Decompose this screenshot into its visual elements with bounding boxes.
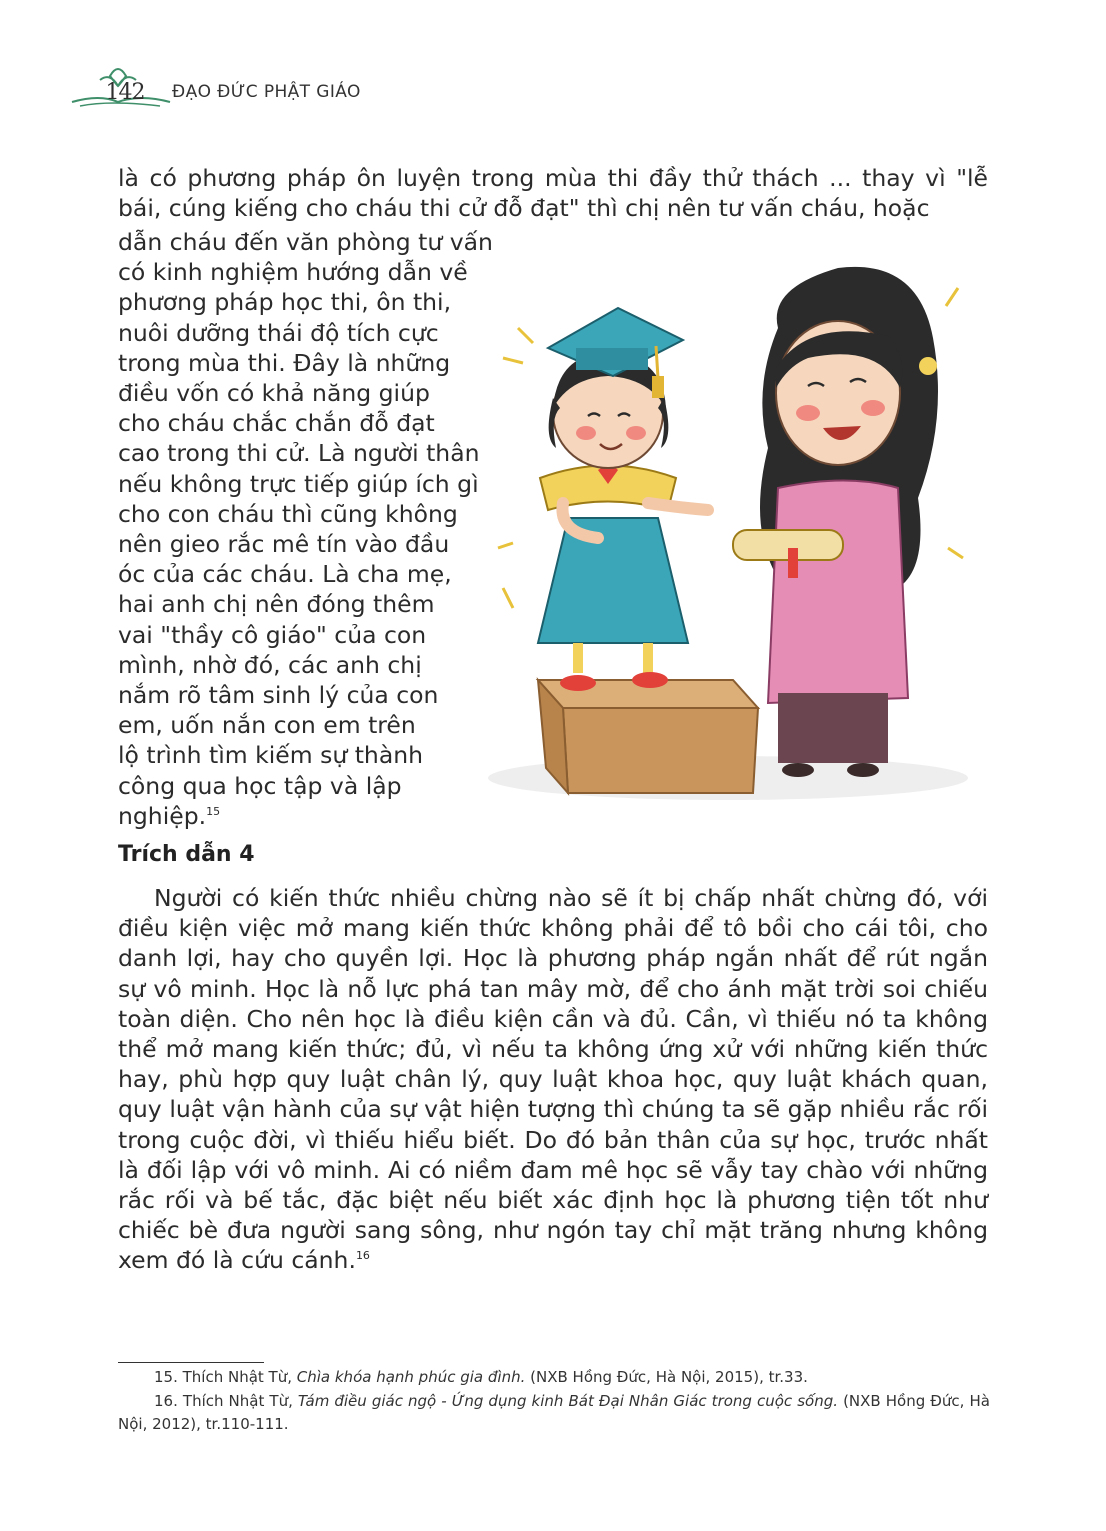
wrapped-line: trong mùa thi. Đây là những xyxy=(118,348,451,377)
quote-text: Người có kiến thức nhiều chừng nào sẽ ít bị chấp nhất chừng đó, với điều kiện việc mở mang kiến thức không phải để tô bồi cho cái tôi, cho danh lợi, hay cho quyền lợi. Học là phương pháp ngắn nhất để rút ngắn sự vô minh. Học là nỗ lực phá tan mây mờ, để cho ánh mặt trời soi chiếu toàn diện. Cho nên học là điều kiện cần và đủ. Cần, vì thiếu nó ta không thể mở mang kiến thức; đủ, vì nếu ta không ứng xử với những kiến thức hay, phù hợp quy luật chân lý, quy luật khoa học, quy luật khách quan, quy luật vận hành của sự vật hiện tượng thì chúng ta sẽ gặp nhiều rắc rối trong cuộc đời, vì thiếu hiểu biết. Do đó bản thân của sự học, trước nhất là đối lập với vô minh. Ai có niềm đam mê học sẽ vẫy tay chào với những rắc rối và bế tắc, đặc biệt nếu biết xác định học là phương tiện tốt như chiếc bè đưa người sang sông, như ngón tay chỉ mặt trăng nhưng không xem đó là cứu cánh. xyxy=(118,884,988,1275)
wrapped-line: nên gieo rắc mê tín vào đầu xyxy=(118,530,450,558)
page-number: 142 xyxy=(105,80,145,105)
wrapped-line: dẫn cháu đến văn phòng tư vấn xyxy=(118,228,493,256)
wrapped-line: nuôi dưỡng thái độ tích cực xyxy=(118,318,439,347)
footnote-16: 16. Thích Nhật Từ, Tám điều giác ngộ - Ứng dụng kinh Bát Đại Nhân Giác trong cuộc sống. (NXB Hồng Đức, Hà Nội, 2012), tr.110-111. xyxy=(118,1392,990,1433)
page-header xyxy=(70,64,470,124)
wrapped-line: em, uốn nắn con em trên xyxy=(118,711,416,740)
quote-paragraph xyxy=(118,883,988,1276)
wrapped-line: nếu không trực tiếp giúp ích gì xyxy=(118,469,479,498)
wrapped-line: mình, nhờ đó, các anh chị xyxy=(118,650,422,679)
wrapped-line: nắm rõ tâm sinh lý của con xyxy=(118,681,439,709)
wrapped-line: điều vốn có khả năng giúp xyxy=(118,379,430,407)
wrapped-line: phương pháp học thi, ôn thi, xyxy=(118,288,452,317)
box-icon xyxy=(538,680,758,793)
footnote-ref-16: 16 xyxy=(355,1249,370,1263)
mother-icon xyxy=(733,267,938,777)
girl-graduate-icon xyxy=(538,308,708,691)
wrapped-line: cho con cháu thì cũng không xyxy=(118,499,458,528)
wrapped-line: vai "thầy cô giáo" của con xyxy=(118,620,427,649)
paragraph-top: là có phương pháp ôn luyện trong mùa thi đầy thử thách ... thay vì "lễ bái, cúng kiếng cho cháu thi cử đỗ đạt" thì chị nên tư vấn cháu, hoặc xyxy=(118,164,988,223)
wrapped-line: nghiệp.$^{15}$ xyxy=(118,801,221,830)
section-heading: Trích dẫn 4 xyxy=(118,842,255,867)
footnote-ref-15: 15 xyxy=(206,804,221,818)
wrapped-line: cho cháu chắc chắn đỗ đạt xyxy=(118,409,435,438)
graduation-illustration xyxy=(478,248,978,818)
wrapped-line: óc của các cháu. Là cha mẹ, xyxy=(118,560,452,589)
wrapped-line: lộ trình tìm kiếm sự thành xyxy=(118,741,424,770)
wrapped-line: có kinh nghiệm hướng dẫn về xyxy=(118,258,468,287)
running-title: ĐẠO ĐỨC PHẬT GIÁO xyxy=(172,82,361,102)
wrapped-line: hai anh chị nên đóng thêm xyxy=(118,590,435,619)
wrapped-line: cao trong thi cử. Là người thân xyxy=(118,439,480,468)
footnote-15: 15. Thích Nhật Từ, Chìa khóa hạnh phúc gia đình. (NXB Hồng Đức, Hà Nội, 2015), tr.33. xyxy=(154,1368,808,1386)
wrapped-line: công qua học tập và lập xyxy=(118,771,402,800)
footnote-divider xyxy=(118,1362,264,1363)
